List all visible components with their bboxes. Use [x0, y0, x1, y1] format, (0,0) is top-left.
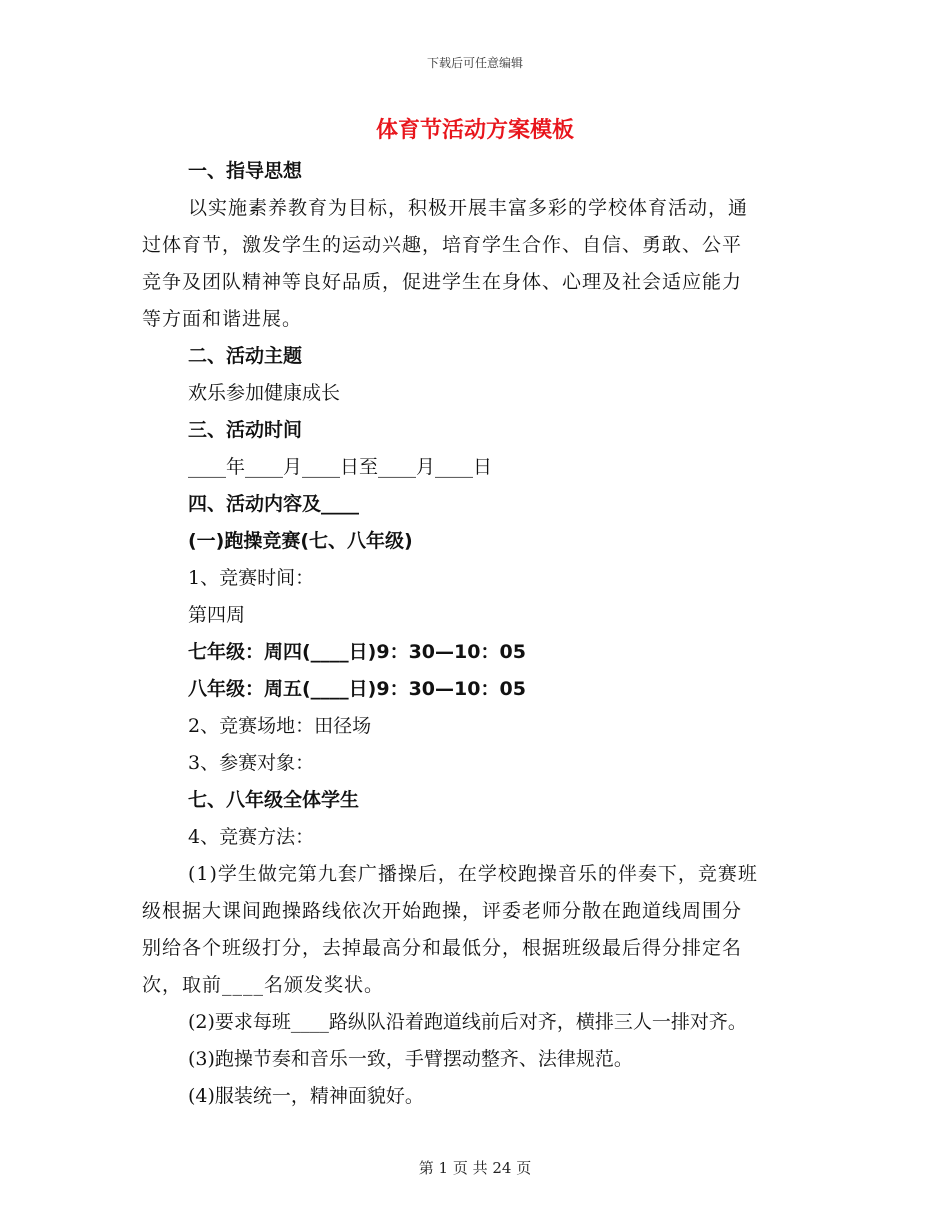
section-heading-theme: 二、活动主题 — [188, 345, 303, 367]
section-heading-content: 四、活动内容及____ — [188, 493, 360, 515]
section-heading-guiding-ideology: 一、指导思想 — [188, 160, 303, 182]
page-header-note: 下载后可任意编辑 — [426, 56, 523, 70]
paragraph-line: 次，取前____名颁发奖状。 — [142, 974, 385, 996]
item-participants: 3、参赛对象： — [188, 752, 315, 774]
paragraph-line: 以实施素养教育为目标，积极开展丰富多彩的学校体育活动，通 — [188, 197, 749, 219]
grade8-schedule: 八年级：周五(____日)9：30—10：05 — [188, 678, 526, 700]
paragraph-line: 等方面和谐进展。 — [142, 308, 303, 330]
theme-text: 欢乐参加健康成长 — [188, 382, 341, 404]
guiding-ideology-paragraph — [142, 190, 802, 338]
participants-text: 七、八年级全体学生 — [188, 789, 360, 811]
paragraph-line: (1)学生做完第九套广播操后，在学校跑操音乐的伴奏下，竞赛班 — [188, 863, 758, 885]
week-text: 第四周 — [188, 604, 246, 626]
item-contest-method: 4、竞赛方法： — [188, 826, 315, 848]
paragraph-line: 级根据大课间跑操路线依次开始跑操，评委老师分散在跑道线周围分 — [142, 900, 743, 922]
method2-text: (2)要求每班____路纵队沿着跑道线前后对齐，横排三人一排对齐。 — [188, 1011, 747, 1033]
method1-paragraph — [142, 856, 802, 1004]
method3-text: (3)跑操节奏和音乐一致，手臂摆动整齐、法律规范。 — [188, 1048, 633, 1070]
paragraph-line: 过体育节，激发学生的运动兴趣，培育学生合作、自信、勇敢、公平 — [142, 234, 743, 256]
item-contest-time: 1、竞赛时间： — [188, 567, 315, 589]
time-text: ____年____月____日至____月____日 — [188, 456, 493, 478]
document-title: 体育节活动方案模板 — [375, 118, 574, 143]
subsection-heading-running-contest: (一)跑操竞赛(七、八年级) — [188, 530, 413, 552]
paragraph-line: 竞争及团队精神等良好品质，促进学生在身体、心理及社会适应能力 — [142, 271, 743, 293]
section-heading-time: 三、活动时间 — [188, 419, 303, 441]
page-number-footer: 第 1 页 共 24 页 — [418, 1159, 532, 1177]
grade7-schedule: 七年级：周四(____日)9：30—10：05 — [188, 641, 526, 663]
method4-text: (4)服装统一，精神面貌好。 — [188, 1085, 424, 1107]
item-contest-venue: 2、竞赛场地：田径场 — [188, 715, 372, 737]
paragraph-line: 别给各个班级打分，去掉最高分和最低分，根据班级最后得分排定名 — [142, 937, 743, 959]
document-body — [142, 153, 802, 1115]
